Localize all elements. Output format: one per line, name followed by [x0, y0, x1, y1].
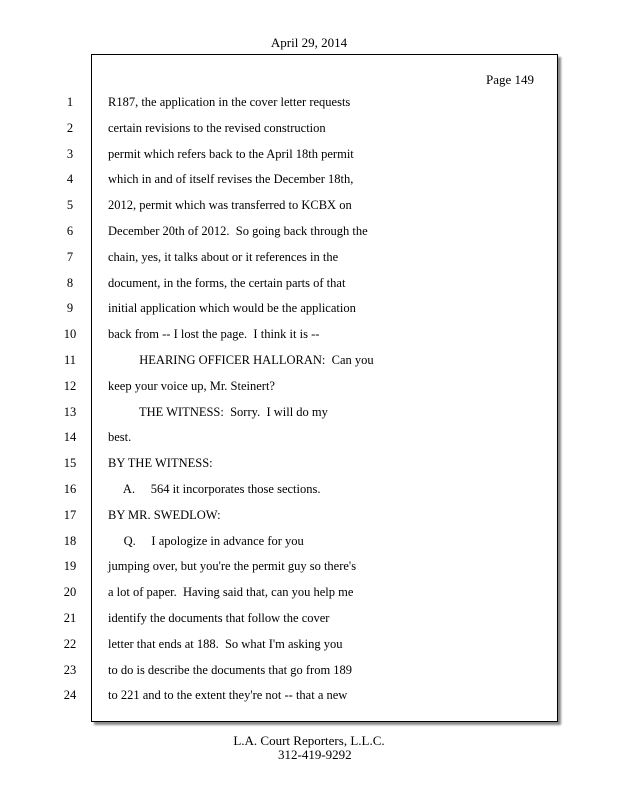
line-number: 7 — [66, 250, 74, 264]
line-number: 22 — [63, 637, 77, 651]
line-number: 4 — [66, 172, 74, 186]
line-number: 14 — [63, 430, 77, 444]
line-text: December 20th of 2012. So going back through the — [108, 224, 368, 238]
line-number: 15 — [63, 456, 77, 470]
line-number: 12 — [63, 379, 77, 393]
line-text: HEARING OFFICER HALLORAN: Can you — [108, 353, 374, 367]
line-number: 24 — [63, 688, 77, 702]
line-text: 2012, permit which was transferred to KCBX on — [108, 198, 352, 212]
header-date: April 29, 2014 — [270, 35, 348, 50]
line-number: 17 — [63, 508, 77, 522]
line-text: which in and of itself revises the December 18th, — [108, 172, 354, 186]
page-number: Page 149 — [486, 72, 535, 87]
line-number: 11 — [63, 353, 77, 367]
line-number: 19 — [63, 559, 77, 573]
footer-reporter: L.A. Court Reporters, L.L.C. — [233, 733, 385, 748]
line-number: 23 — [63, 663, 77, 677]
line-text: THE WITNESS: Sorry. I will do my — [108, 405, 328, 419]
line-number: 3 — [66, 147, 74, 161]
line-text: document, in the forms, the certain parts of that — [108, 276, 346, 290]
line-number: 5 — [66, 198, 74, 212]
line-text: certain revisions to the revised construction — [108, 121, 326, 135]
line-text: chain, yes, it talks about or it references in the — [108, 250, 339, 264]
line-text: A. 564 it incorporates those sections. — [108, 482, 321, 496]
line-text: to do is describe the documents that go from 189 — [108, 663, 353, 677]
line-number: 13 — [63, 405, 77, 419]
line-number: 9 — [66, 301, 74, 315]
line-text: identify the documents that follow the cover — [108, 611, 330, 625]
line-number: 6 — [66, 224, 74, 238]
line-number: 16 — [63, 482, 77, 496]
line-text: a lot of paper. Having said that, can you help me — [108, 585, 354, 599]
line-text: to 221 and to the extent they're not -- that a new — [108, 688, 348, 702]
line-text: R187, the application in the cover letter requests — [108, 95, 351, 109]
line-text: letter that ends at 188. So what I'm asking you — [108, 637, 343, 651]
line-text: back from -- I lost the page. I think it is -- — [108, 327, 320, 341]
line-number: 2 — [66, 121, 74, 135]
line-text: jumping over, but you're the permit guy so there's — [108, 559, 357, 573]
line-text: keep your voice up, Mr. Steinert? — [108, 379, 275, 393]
line-number: 20 — [63, 585, 77, 599]
line-text: BY THE WITNESS: — [108, 456, 213, 470]
line-number: 21 — [63, 611, 77, 625]
line-number: 1 — [66, 95, 74, 109]
line-text: initial application which would be the application — [108, 301, 356, 315]
line-number: 10 — [63, 327, 77, 341]
line-number: 8 — [66, 276, 74, 290]
line-text: best. — [108, 430, 132, 444]
line-number: 18 — [63, 534, 77, 548]
line-text: BY MR. SWEDLOW: — [108, 508, 221, 522]
line-text: permit which refers back to the April 18th permit — [108, 147, 354, 161]
footer-phone: 312-419-9292 — [278, 747, 352, 762]
line-text: Q. I apologize in advance for you — [108, 534, 304, 548]
